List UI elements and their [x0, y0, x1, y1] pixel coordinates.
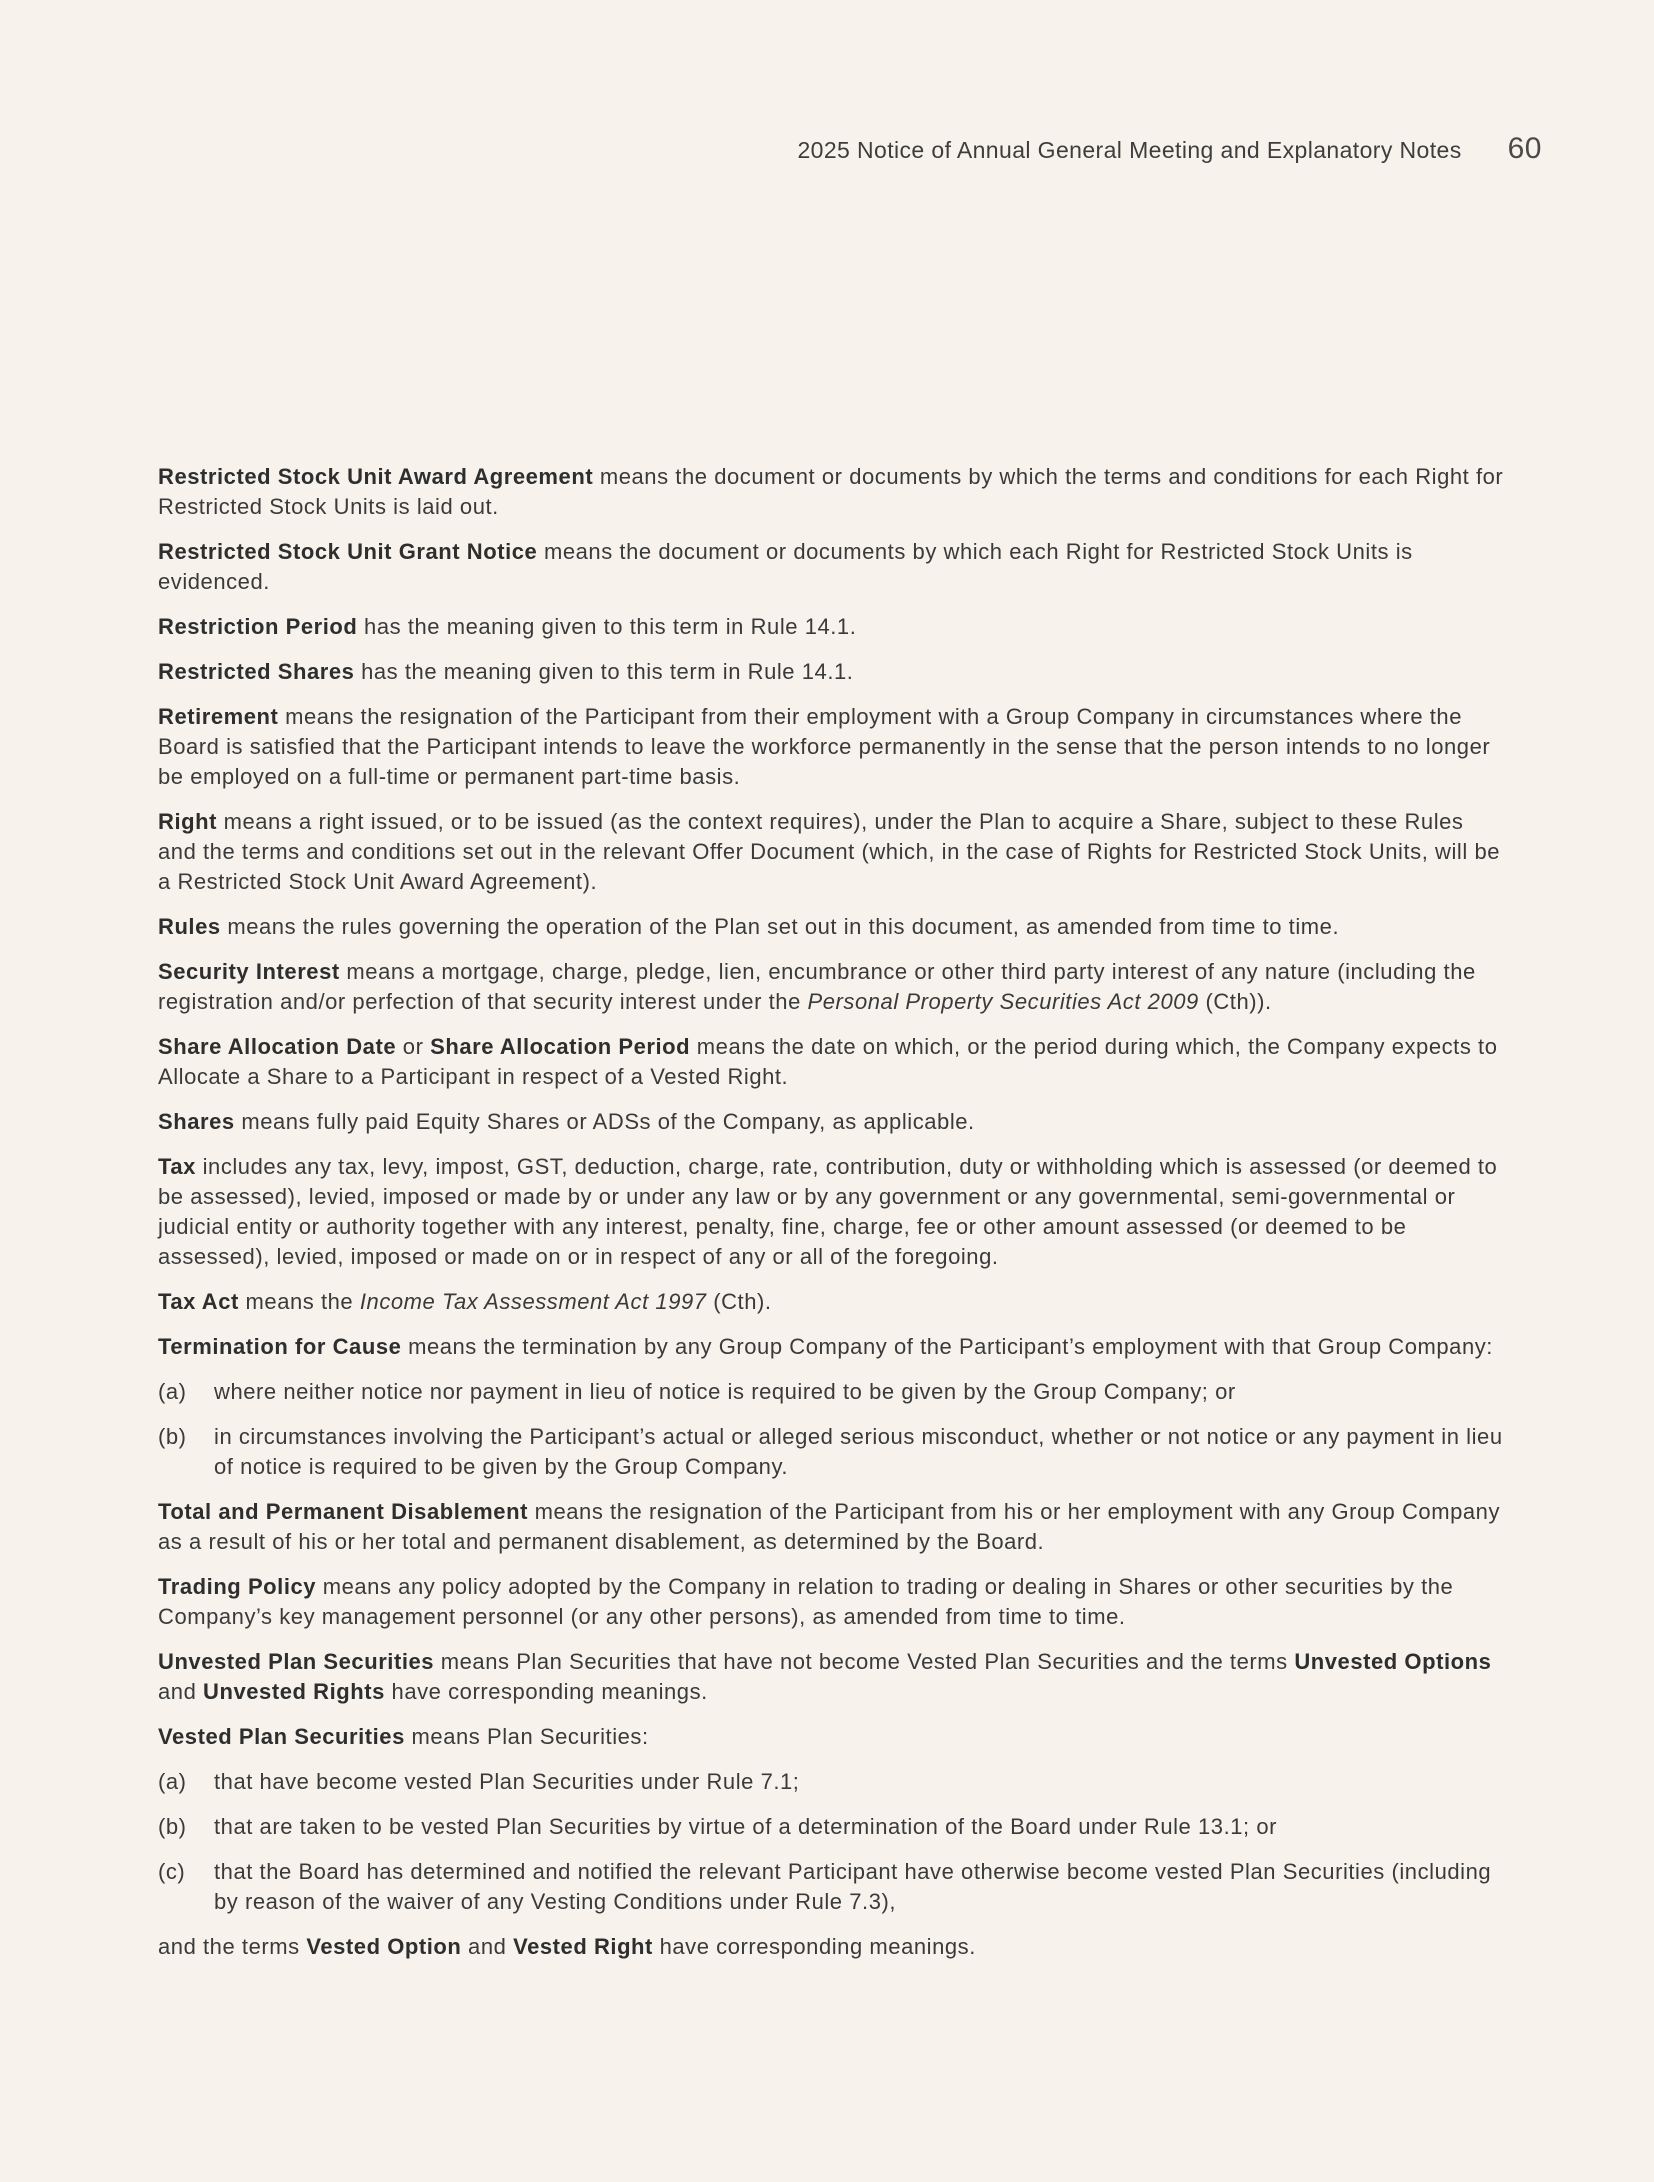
paragraph-text: [158, 1497, 1506, 1557]
paragraph: [158, 1332, 1506, 1362]
list-item: [158, 1857, 1506, 1917]
header-title: 2025 Notice of Annual General Meeting and Explanatory Notes: [797, 137, 1462, 163]
list-marker: (a): [158, 1769, 187, 1794]
defined-term: Unvested Plan Securities: [158, 1649, 435, 1674]
paragraph-text: [214, 1767, 1506, 1797]
text-segment: have corresponding meanings.: [652, 1934, 976, 1959]
paragraph-text: [158, 807, 1506, 897]
paragraph-text: [158, 462, 1506, 522]
paragraph-text: [214, 1812, 1506, 1842]
paragraph-text: [158, 1287, 1506, 1317]
defined-term: Shares: [158, 1109, 235, 1134]
paragraph: [158, 1287, 1506, 1317]
defined-term: Unvested Options: [1294, 1649, 1492, 1674]
page-number: 60: [1507, 132, 1542, 165]
text-segment: means the document or documents by which each Right for Restricted Stock Units is evidenced.: [158, 539, 1413, 594]
defined-term: Tax Act: [158, 1289, 239, 1314]
paragraph: [158, 612, 1506, 642]
paragraph-text: [158, 1032, 1506, 1092]
defined-term: Vested Right: [513, 1934, 653, 1959]
text-segment: means Plan Securities that have not become Vested Plan Securities and the terms: [434, 1649, 1295, 1674]
paragraph-text: [158, 1107, 1506, 1137]
text-segment: means the date on which, or the period during which, the Company expects to Allocate a Share to a Participant in respect of a Vested Right.: [158, 1034, 1498, 1089]
text-segment: in circumstances involving the Participant’s actual or alleged serious misconduct, whether or not notice or any payment in lieu of notice is required to be given by the Group Company.: [214, 1424, 1503, 1479]
list-marker: (b): [158, 1424, 187, 1449]
text-segment: that the Board has determined and notified the relevant Participant have otherwise become vested Plan Securities (including by reason of the waiver of any Vesting Conditions under Rule 7.3),: [214, 1859, 1492, 1914]
text-segment: and the terms: [158, 1934, 307, 1959]
paragraph: [158, 807, 1506, 897]
text-segment: have corresponding meanings.: [384, 1679, 708, 1704]
text-segment: (Cth)).: [1198, 989, 1272, 1014]
paragraph-text: [158, 1722, 1506, 1752]
list-item: [158, 1422, 1506, 1482]
paragraph: [158, 1647, 1506, 1707]
defined-term: Total and Permanent Disablement: [158, 1499, 528, 1524]
defined-term: Trading Policy: [158, 1574, 317, 1599]
text-segment: that are taken to be vested Plan Securities by virtue of a determination of the Board under Rule 13.1; or: [214, 1814, 1278, 1839]
paragraph: [158, 1722, 1506, 1752]
defined-term: Unvested Rights: [203, 1679, 385, 1704]
paragraph: [158, 1497, 1506, 1557]
text-segment: means the rules governing the operation of the Plan set out in this document, as amended from time to time.: [220, 914, 1340, 939]
paragraph: [158, 912, 1506, 942]
document-body: [158, 462, 1506, 1977]
defined-term: Rules: [158, 914, 221, 939]
paragraph: [158, 1107, 1506, 1137]
paragraph: [158, 1152, 1506, 1272]
defined-term: Right: [158, 809, 217, 834]
text-segment: means the resignation of the Participant from his or her employment with any Group Company as a result of his or her total and permanent disablement, as determined by the Board.: [158, 1499, 1501, 1554]
paragraph-text: [214, 1857, 1506, 1917]
defined-term: Share Allocation Period: [430, 1034, 691, 1059]
text-segment: and: [158, 1679, 204, 1704]
paragraph: [158, 702, 1506, 792]
defined-term: Restricted Stock Unit Grant Notice: [158, 539, 538, 564]
paragraph: [158, 462, 1506, 522]
paragraph: [158, 657, 1506, 687]
text-segment: that have become vested Plan Securities under Rule 7.1;: [214, 1769, 800, 1794]
defined-term: Retirement: [158, 704, 279, 729]
list-item: [158, 1767, 1506, 1797]
text-segment: means fully paid Equity Shares or ADSs of the Company, as applicable.: [234, 1109, 975, 1134]
list-item: [158, 1812, 1506, 1842]
paragraph-text: [158, 1332, 1506, 1362]
paragraph: [158, 537, 1506, 597]
paragraph-text: [158, 1647, 1506, 1707]
defined-term: Vested Option: [306, 1934, 462, 1959]
italic-text: Personal Property Securities Act 2009: [807, 989, 1199, 1014]
list-marker: (b): [158, 1814, 187, 1839]
paragraph-text: [158, 1572, 1506, 1632]
list-marker: (a): [158, 1379, 187, 1404]
defined-term: Restricted Stock Unit Award Agreement: [158, 464, 594, 489]
text-segment: (Cth).: [706, 1289, 772, 1314]
text-segment: includes any tax, levy, impost, GST, deduction, charge, rate, contribution, duty or withholding which is assessed (or deemed to be assessed), levied, imposed or made by or under any law or by any government or any governmental, semi-governmental or judicial entity or authority together with any interest, penalty, fine, charge, fee or other amount assessed (or deemed to be assessed), levied, imposed or made on or in respect of any or all of the foregoing.: [158, 1154, 1498, 1269]
text-segment: means the resignation of the Participant from their employment with a Group Company in circumstances where the Board is satisfied that the Participant intends to leave the workforce permanently in the sense that the person intends to no longer be employed on a full-time or permanent part-time basis.: [158, 704, 1491, 789]
text-segment: means the document or documents by which the terms and conditions for each Right for Restricted Stock Units is laid out.: [158, 464, 1504, 519]
defined-term: Restriction Period: [158, 614, 358, 639]
paragraph-text: [158, 657, 1506, 687]
paragraph-text: [158, 612, 1506, 642]
defined-term: Share Allocation Date: [158, 1034, 397, 1059]
text-segment: has the meaning given to this term in Rule 14.1.: [357, 614, 857, 639]
text-segment: or: [396, 1034, 431, 1059]
paragraph-text: [158, 702, 1506, 792]
text-segment: means the termination by any Group Company of the Participant’s employment with that Group Company:: [401, 1334, 1493, 1359]
paragraph-text: [158, 1932, 1506, 1962]
defined-term: Security Interest: [158, 959, 340, 984]
text-segment: has the meaning given to this term in Rule 14.1.: [354, 659, 854, 684]
text-segment: means a mortgage, charge, pledge, lien, encumbrance or other third party interest of any nature (including the registration and/or perfection of that security interest under the: [158, 959, 1476, 1014]
italic-text: Income Tax Assessment Act 1997: [359, 1289, 707, 1314]
page-header: [158, 132, 1542, 166]
text-segment: means a right issued, or to be issued (as the context requires), under the Plan to acquire a Share, subject to these Rules and the terms and conditions set out in the relevant Offer Document (which, in the case of Rights for Restricted Stock Units, will be a Restricted Stock Unit Award Agreement).: [158, 809, 1501, 894]
list-item: [158, 1377, 1506, 1407]
text-segment: and: [461, 1934, 514, 1959]
paragraph-text: [214, 1422, 1506, 1482]
paragraph-text: [214, 1377, 1506, 1407]
defined-term: Tax: [158, 1154, 196, 1179]
paragraph: [158, 957, 1506, 1017]
text-segment: means the: [238, 1289, 360, 1314]
text-segment: means Plan Securities:: [404, 1724, 649, 1749]
paragraph-text: [158, 537, 1506, 597]
defined-term: Termination for Cause: [158, 1334, 402, 1359]
text-segment: means any policy adopted by the Company in relation to trading or dealing in Shares or other securities by the Company’s key management personnel (or any other persons), as amended from time to time.: [158, 1574, 1454, 1629]
paragraph: [158, 1032, 1506, 1092]
paragraph: [158, 1932, 1506, 1962]
text-segment: where neither notice nor payment in lieu of notice is required to be given by the Group Company; or: [214, 1379, 1236, 1404]
defined-term: Restricted Shares: [158, 659, 355, 684]
paragraph-text: [158, 1152, 1506, 1272]
list-marker: (c): [158, 1859, 186, 1884]
defined-term: Vested Plan Securities: [158, 1724, 405, 1749]
paragraph-text: [158, 957, 1506, 1017]
paragraph: [158, 1572, 1506, 1632]
paragraph-text: [158, 912, 1506, 942]
